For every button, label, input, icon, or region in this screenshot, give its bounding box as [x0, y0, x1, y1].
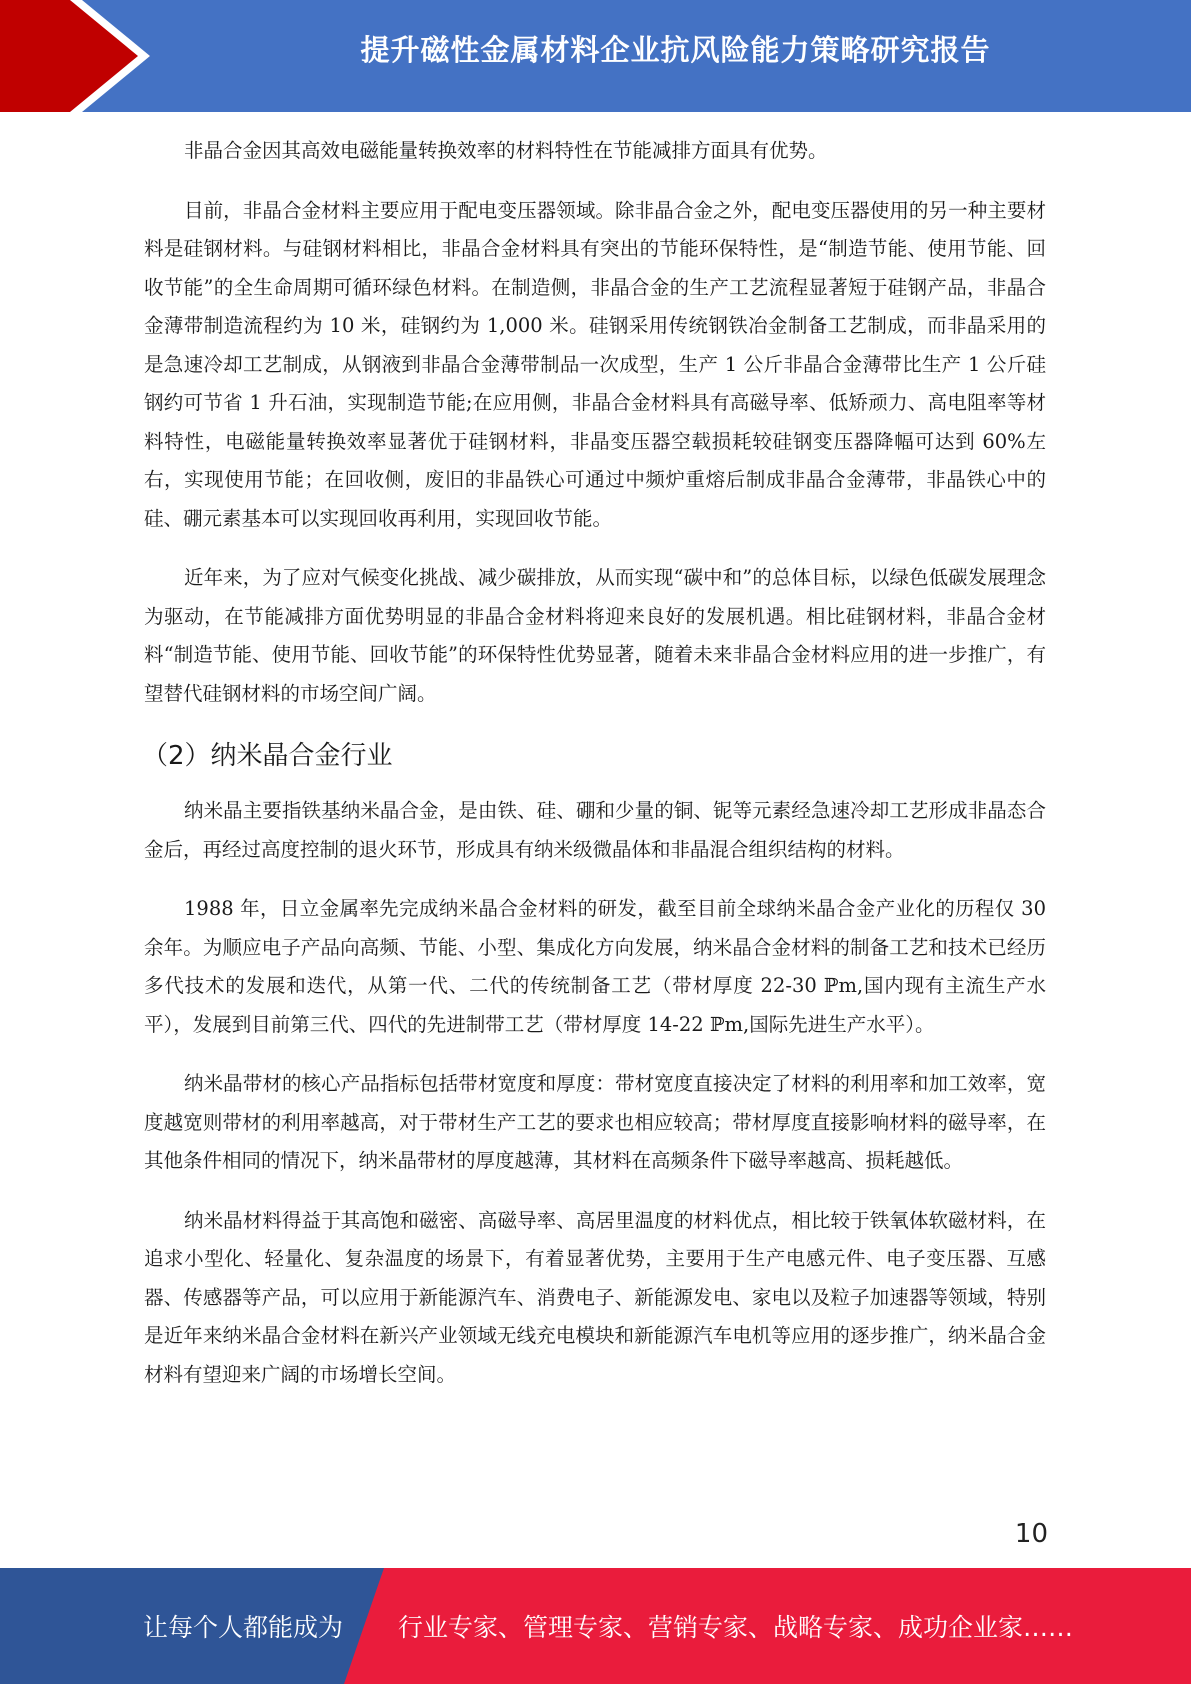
document-body: [144, 132, 1046, 1415]
footer-slogan-left: 让每个人都能成为: [143, 1613, 344, 1642]
paragraph: 纳米晶带材的核心产品指标包括带材宽度和厚度：带材宽度直接决定了材料的利用率和加工效率，宽度越宽则带材的利用率越高，对于带材生产工艺的要求也相应较高；带材厚度直接影响材料的磁导率，在其他条件相同的情况下，纳米晶带材的厚度越薄，其材料在高频条件下磁导率越高、损耗越低。: [144, 1072, 1046, 1172]
paragraph: 近年来，为了应对气候变化挑战、减少碳排放，从而实现“碳中和”的总体目标，以绿色低碳发展理念为驱动，在节能减排方面优势明显的非晶合金材料将迎来良好的发展机遇。相比硅钢材料，非晶合金材料“制造节能、使用节能、回收节能”的环保特性优势显著，随着未来非晶合金材料应用的进一步推广，有望替代硅钢材料的市场空间广阔。: [144, 566, 1046, 705]
paragraph: 非晶合金因其高效电磁能量转换效率的材料特性在节能减排方面具有优势。: [184, 139, 828, 162]
paragraph: 目前，非晶合金材料主要应用于配电变压器领域。除非晶合金之外，配电变压器使用的另一种主要材料是硅钢材料。与硅钢材料相比，非晶合金材料具有突出的节能环保特性，是“制造节能、使用节能、回收节能”的全生命周期可循环绿色材料。在制造侧，非晶合金的生产工艺流程显著短于硅钢产品，非晶合金薄带制造流程约为 10 米，硅钢约为 1,000 米。硅钢采用传统钢铁冶金制备工艺制成，而非晶采用的是急速冷却工艺制成，从钢液到非晶合金薄带制品一次成型，生产 1 公斤非晶合金薄带比生产 1 公斤硅钢约可节省 1 升石油，实现制造节能;在应用侧，非晶合金材料具有高磁导率、低矫顽力、高电阻率等材料特性，电磁能量转换效率显著优于硅钢材料，非晶变压器空载损耗较硅钢变压器降幅可达到 60%左右，实现使用节能；在回收侧，废旧的非晶铁心可通过中频炉重熔后制成非晶合金薄带，非晶铁心中的硅、硼元素基本可以实现回收再利用，实现回收节能。: [144, 198, 1046, 530]
report-title: 提升磁性金属材料企业抗风险能力策略研究报告: [360, 33, 991, 67]
paragraph: 纳米晶材料得益于其高饱和磁密、高磁导率、高居里温度的材料优点，相比较于铁氧体软磁材料，在追求小型化、轻量化、复杂温度的场景下，有着显著优势，主要用于生产电感元件、电子变压器、互感器、传感器等产品，可以应用于新能源汽车、消费电子、新能源发电、家电以及粒子加速器等领域，特别是近年来纳米晶合金材料在新兴产业领域无线充电模块和新能源汽车电机等应用的逐步推广，纳米晶合金材料有望迎来广阔的市场增长空间。: [144, 1208, 1046, 1386]
section-heading: （2）纳米晶合金行业: [142, 741, 393, 771]
paragraph: 纳米晶主要指铁基纳米晶合金，是由铁、硅、硼和少量的铜、铌等元素经急速冷却工艺形成非晶态合金后，再经过高度控制的退火环节，形成具有纳米级微晶体和非晶混合组织结构的材料。: [144, 799, 1046, 861]
page-number: 10: [1014, 1519, 1048, 1549]
header-chevron-icon: [0, 0, 150, 112]
footer-slogan-right: 行业专家、管理专家、营销专家、战略专家、成功企业家……: [398, 1613, 1074, 1642]
header-bar: [0, 0, 1191, 112]
footer-banner: [0, 1568, 1191, 1684]
paragraph: 1988 年，日立金属率先完成纳米晶合金材料的研发，截至目前全球纳米晶合金产业化的历程仅 30 余年。为顺应电子产品向高频、节能、小型、集成化方向发展，纳米晶合金材料的制备工艺和技术已经历多代技术的发展和迭代，从第一代、二代的传统制备工艺（带材厚度 22-30 ℙm,国内现有主流生产水平），发展到目前第三代、四代的先进制带工艺（带材厚度 14-22 ℙm,国际先进生产水平）。: [144, 897, 1046, 1036]
